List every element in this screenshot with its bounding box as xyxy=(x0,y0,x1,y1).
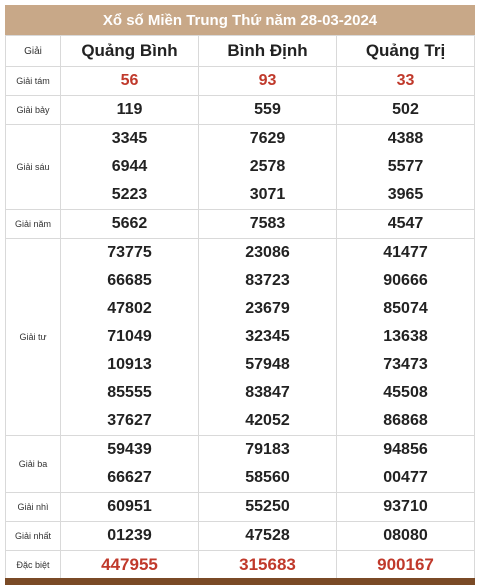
prize-number: 32345 xyxy=(245,328,290,345)
prize-number: 66627 xyxy=(107,469,152,486)
prize-number: 7629 xyxy=(249,130,286,147)
prize-number: 559 xyxy=(254,101,281,118)
prize-cell xyxy=(337,210,475,239)
prize-cell xyxy=(61,493,199,522)
prize-number: 85555 xyxy=(107,384,152,401)
prize-number: 23086 xyxy=(245,244,290,261)
prize-number: 10913 xyxy=(107,356,152,373)
prize-row xyxy=(6,493,475,522)
prize-label: Giải nhất xyxy=(6,522,61,551)
prize-number: 47802 xyxy=(107,300,152,317)
prize-number: 502 xyxy=(392,101,419,118)
prize-row xyxy=(6,96,475,125)
prize-number: 3345 xyxy=(111,130,148,147)
prize-cell xyxy=(337,125,475,210)
prize-cell xyxy=(199,239,337,436)
prize-number: 3965 xyxy=(387,186,424,203)
prize-number: 7583 xyxy=(249,215,286,232)
prize-row xyxy=(6,522,475,551)
prize-cell xyxy=(199,493,337,522)
prize-number: 5223 xyxy=(111,186,148,203)
prize-cell xyxy=(199,522,337,551)
prize-number: 23679 xyxy=(245,300,290,317)
prize-number: 447955 xyxy=(101,555,158,574)
prize-cell xyxy=(61,551,199,580)
prize-cell xyxy=(337,493,475,522)
prize-number: 6944 xyxy=(111,158,148,175)
prize-cell xyxy=(61,125,199,210)
province-header-quang-tri: Quảng Trị xyxy=(337,36,475,67)
results-title: Xổ số Miền Trung Thứ năm 28-03-2024 xyxy=(5,5,475,35)
prize-cell xyxy=(337,96,475,125)
prize-row xyxy=(6,239,475,436)
prize-number: 00477 xyxy=(383,469,428,486)
prize-cell xyxy=(199,436,337,493)
prize-number: 83847 xyxy=(245,384,290,401)
prize-number: 33 xyxy=(396,72,415,89)
prize-cell xyxy=(199,551,337,580)
prize-cell xyxy=(61,522,199,551)
header-row xyxy=(6,36,475,67)
footer-bar xyxy=(5,578,475,585)
prize-cell xyxy=(61,210,199,239)
prize-row xyxy=(6,436,475,493)
prize-number: 55250 xyxy=(245,498,290,515)
prize-cell xyxy=(199,96,337,125)
prize-column-header: Giải xyxy=(6,36,61,67)
prize-cell xyxy=(61,96,199,125)
prize-number: 13638 xyxy=(383,328,428,345)
prize-cell xyxy=(199,67,337,96)
prize-number: 83723 xyxy=(245,272,290,289)
province-header-quang-binh: Quảng Bình xyxy=(61,36,199,67)
prize-cell xyxy=(61,436,199,493)
prize-label: Giải tư xyxy=(6,239,61,436)
prize-number: 56 xyxy=(120,72,139,89)
prize-number: 4388 xyxy=(387,130,424,147)
prize-label: Giải năm xyxy=(6,210,61,239)
prize-number: 79183 xyxy=(245,441,290,458)
prize-row xyxy=(6,67,475,96)
prize-number: 66685 xyxy=(107,272,152,289)
prize-number: 47528 xyxy=(245,527,290,544)
prize-number: 5577 xyxy=(387,158,424,175)
prize-number: 900167 xyxy=(377,555,434,574)
prize-number: 2578 xyxy=(249,158,286,175)
prize-number: 3071 xyxy=(249,186,286,203)
prize-row xyxy=(6,551,475,580)
prize-number: 5662 xyxy=(111,215,148,232)
prize-label: Giải ba xyxy=(6,436,61,493)
prize-number: 90666 xyxy=(383,272,428,289)
prize-cell xyxy=(199,125,337,210)
prize-label: Giải tám xyxy=(6,67,61,96)
prize-cell xyxy=(337,436,475,493)
prize-number: 41477 xyxy=(383,244,428,261)
province-header-binh-dinh: Bình Định xyxy=(199,36,337,67)
prize-number: 119 xyxy=(116,101,143,118)
prize-number: 93710 xyxy=(383,498,428,515)
prize-number: 73775 xyxy=(107,244,152,261)
prize-number: 71049 xyxy=(107,328,152,345)
prize-number: 37627 xyxy=(107,412,152,429)
prize-cell xyxy=(337,239,475,436)
prize-cell xyxy=(61,67,199,96)
prize-cell xyxy=(337,551,475,580)
prize-number: 01239 xyxy=(107,527,152,544)
prize-label: Giải sáu xyxy=(6,125,61,210)
prize-number: 08080 xyxy=(383,527,428,544)
prize-number: 60951 xyxy=(107,498,152,515)
prize-number: 59439 xyxy=(107,441,152,458)
prize-number: 4547 xyxy=(387,215,424,232)
prize-number: 42052 xyxy=(245,412,290,429)
prize-label: Đặc biệt xyxy=(6,551,61,580)
prize-cell xyxy=(337,67,475,96)
prize-number: 58560 xyxy=(245,469,290,486)
prize-number: 94856 xyxy=(383,441,428,458)
prize-number: 315683 xyxy=(239,555,296,574)
prize-number: 45508 xyxy=(383,384,428,401)
prize-number: 57948 xyxy=(245,356,290,373)
prize-cell xyxy=(199,210,337,239)
prize-cell xyxy=(61,239,199,436)
prize-label: Giải nhì xyxy=(6,493,61,522)
prize-cell xyxy=(337,522,475,551)
prize-label: Giải bảy xyxy=(6,96,61,125)
results-table xyxy=(5,35,475,580)
prize-row xyxy=(6,125,475,210)
prize-number: 73473 xyxy=(383,356,428,373)
prize-number: 93 xyxy=(258,72,277,89)
prize-row xyxy=(6,210,475,239)
prize-number: 86868 xyxy=(383,412,428,429)
prize-number: 85074 xyxy=(383,300,428,317)
